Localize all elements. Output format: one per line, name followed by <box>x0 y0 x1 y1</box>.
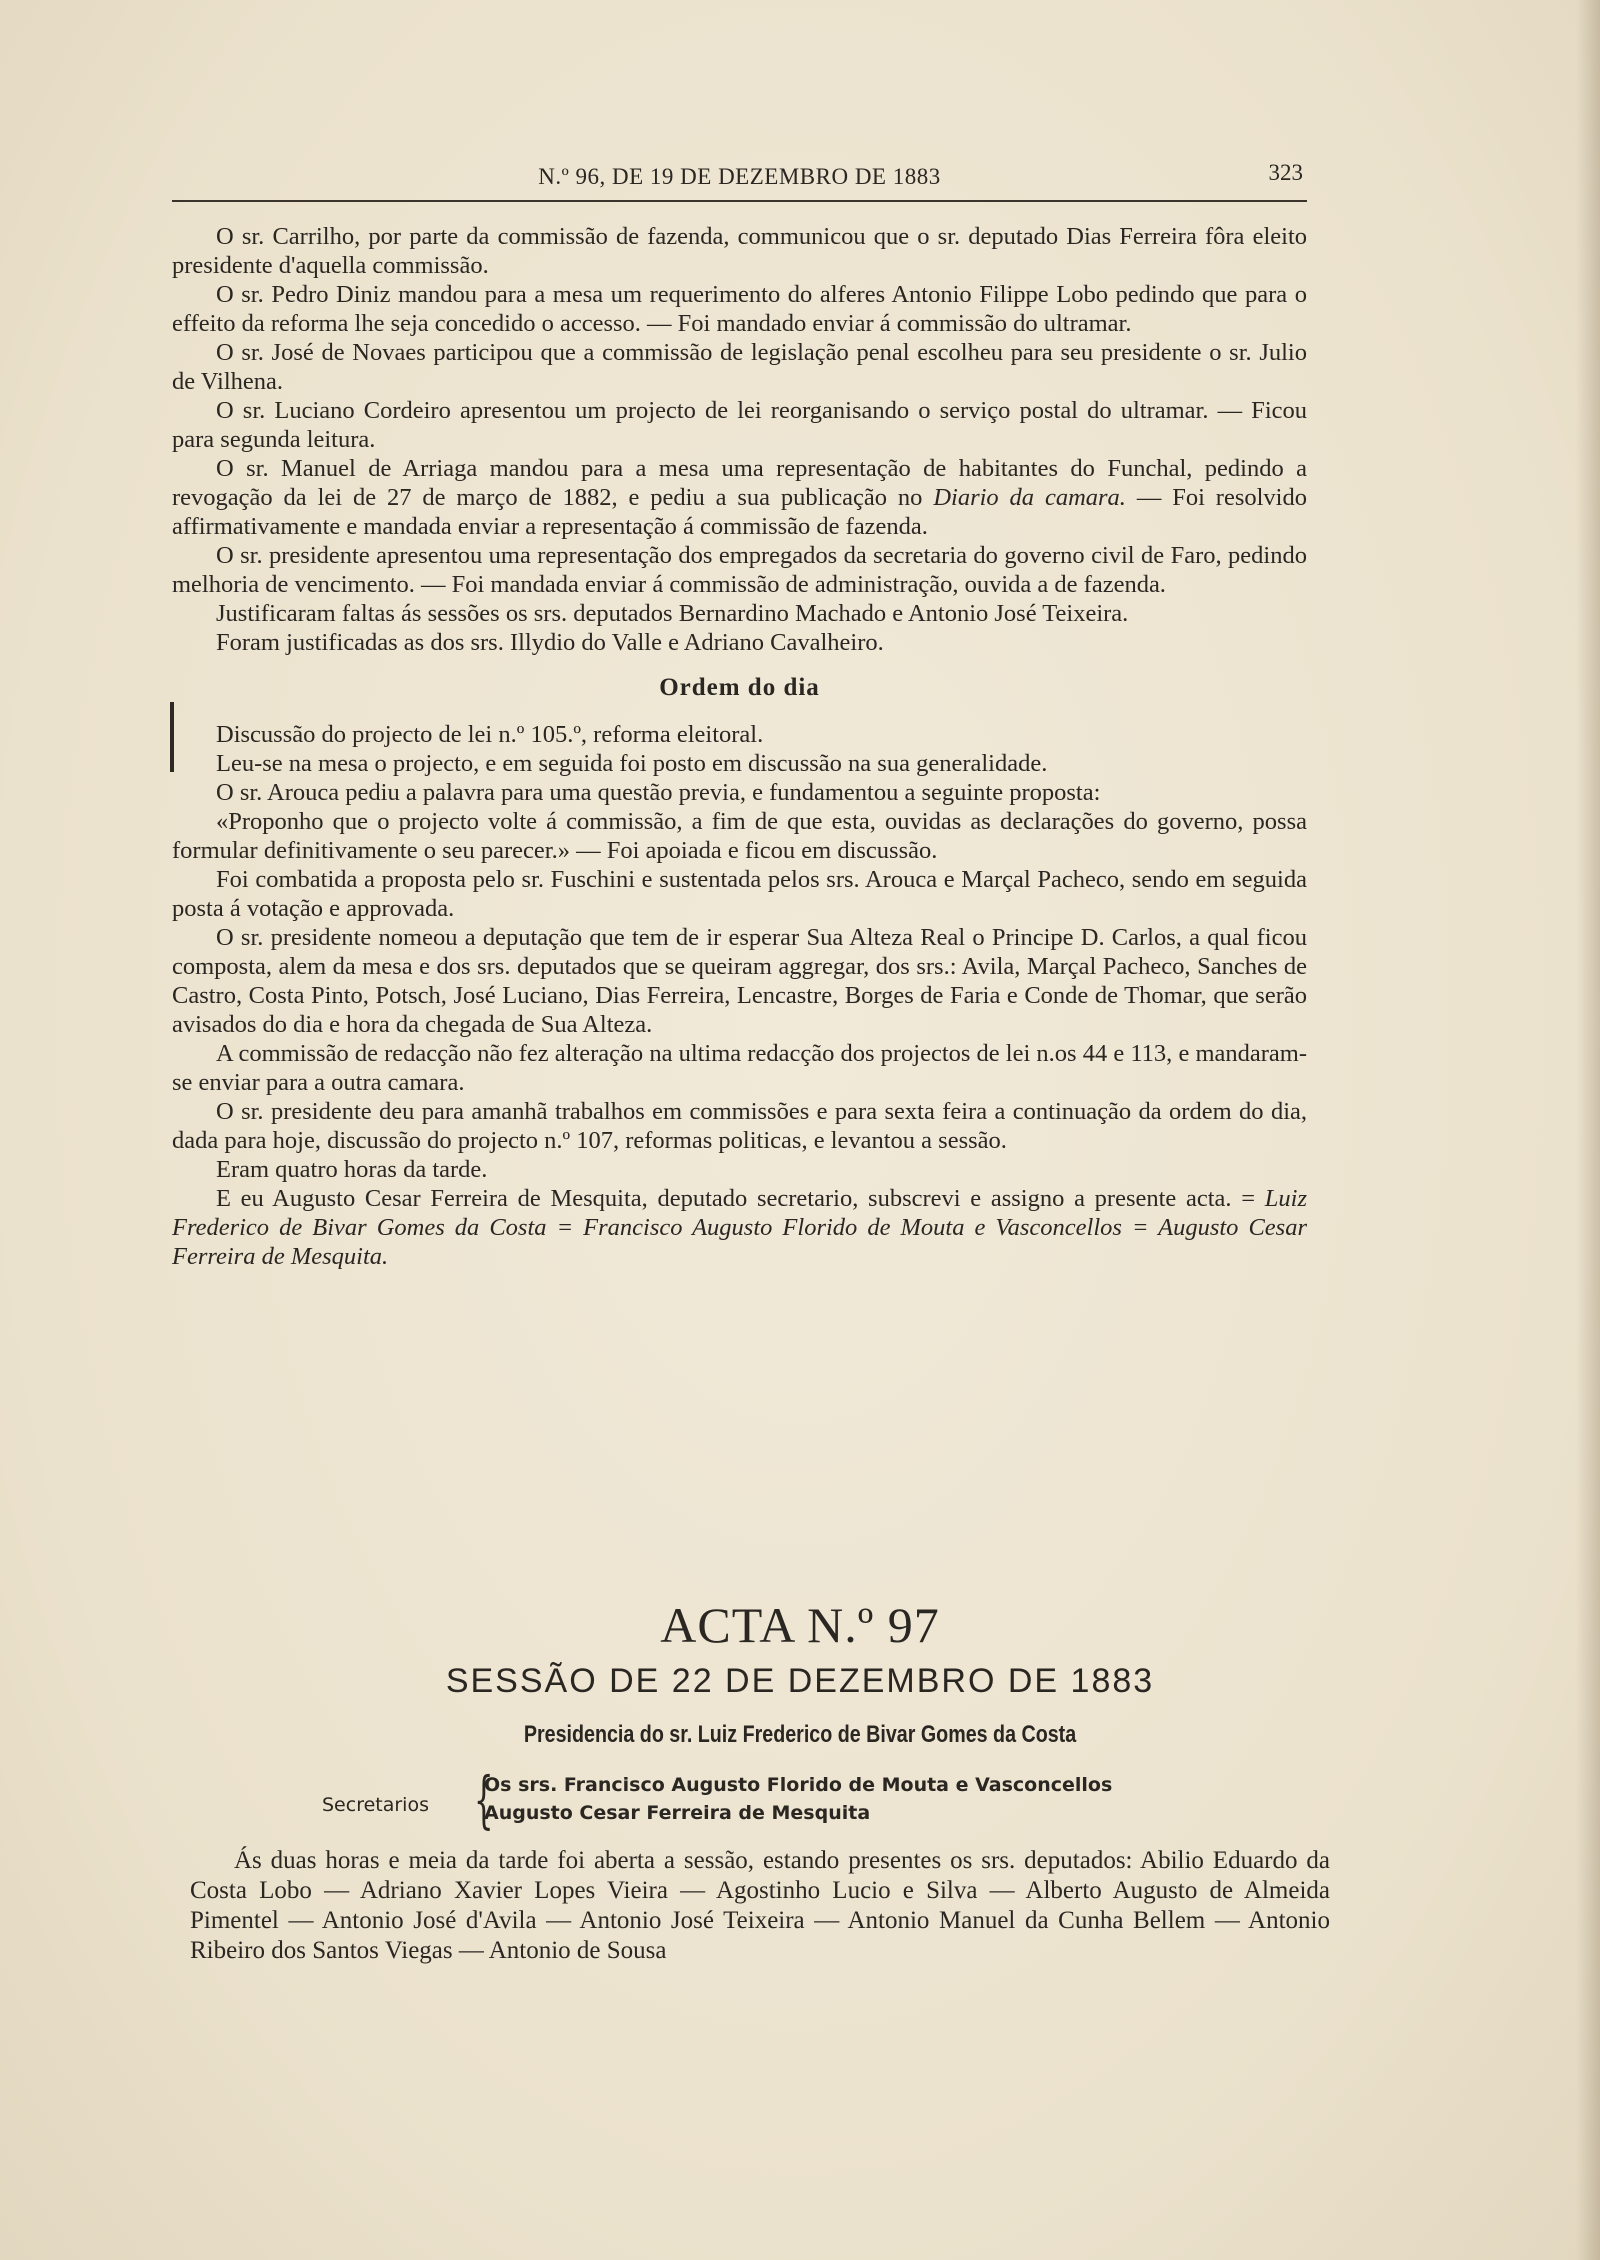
paragraph-arriaga <box>172 454 1307 541</box>
paragraph: Leu-se na mesa o projecto, e em seguida foi posto em discussão na sua generalidade. <box>216 750 1048 777</box>
text-run: — Foi resolvido affirmativamente e mandada enviar a representação á commissão de fazenda. <box>172 484 1307 540</box>
opening-paragraph-block <box>190 1846 1330 1966</box>
secretaries-label: Secretarios <box>322 1794 429 1816</box>
paragraph: O sr. presidente nomeou a deputação que tem de ir esperar Sua Alteza Real o Principe D. Carlos, a qual ficou composta, alem da mesa e dos srs. deputados que se queiram aggregar, dos srs.: Avila, Marçal Pacheco, Sanches de Castro, Costa Pinto, Potsch, José Luciano, Dias Ferreira, Lencastre, Borges de Faria e Conde de Thomar, que serão avisados do dia e hora da chegada de Sua Alteza. <box>172 924 1307 1038</box>
page-number: 323 <box>1268 160 1303 185</box>
italic-run: Luiz Frederico de Bivar Gomes da Costa = Francisco Augusto Florido de Mouta e Vasconcellos = Augusto Cesar Ferreira de Mesquita. <box>172 1185 1307 1270</box>
page-header <box>172 160 1307 202</box>
paragraph: Foram justificadas as dos srs. Illydio do Valle e Adriano Cavalheiro. <box>216 629 884 656</box>
text-run: E eu Augusto Cesar Ferreira de Mesquita, deputado secretario, subscrevi e assigno a presente acta. = <box>216 1185 1265 1212</box>
secretary-name: Os srs. Francisco Augusto Florido de Mouta e Vasconcellos <box>484 1774 1113 1796</box>
paragraph: O sr. Luciano Cordeiro apresentou um projecto de lei reorganisando o serviço postal do ultramar. — Ficou para segunda leitura. <box>172 397 1307 453</box>
paragraph: «Proponho que o projecto volte á commissão, a fim de que esta, ouvidas as declarações do governo, possa formular definitivamente o seu parecer.» — Foi apoiada e ficou em discussão. <box>172 808 1307 864</box>
paragraph: O sr. José de Novaes participou que a commissão de legislação penal escolheu para seu presidente o sr. Julio de Vilhena. <box>172 339 1307 395</box>
paragraph: O sr. Carrilho, por parte da commissão de fazenda, communicou que o sr. deputado Dias Ferreira fôra eleito presidente d'aquella commissão. <box>172 223 1307 279</box>
paragraph: Ás duas horas e meia da tarde foi aberta a sessão, estando presentes os srs. deputados: Abilio Eduardo da Costa Lobo — Adriano Xavier Lopes Vieira — Agostinho Lucio e Silva — Alberto Augusto de Almeida Pimentel — Antonio José d'Avila — Antonio José Teixeira — Antonio Manuel da Cunha Bellem — Antonio Ribeiro dos Santos Viegas — Antonio de Sousa <box>190 1847 1330 1964</box>
acta-title: ACTA N.º 97 <box>660 1597 940 1653</box>
paragraph: Discussão do projecto de lei n.º 105.º, reforma eleitoral. <box>216 721 764 748</box>
secretary-name: Augusto Cesar Ferreira de Mesquita <box>484 1802 871 1824</box>
presidency-line: Presidencia do sr. Luiz Frederico de Bivar Gomes da Costa <box>523 1721 1077 1748</box>
brace-icon: { <box>473 1763 494 1836</box>
header-title: N.º 96, DE 19 DE DEZEMBRO DE 1883 <box>538 164 941 189</box>
paragraph: O sr. presidente deu para amanhã trabalhos em commissões e para sexta feira a continuação da ordem do dia, dada para hoje, discussão do projecto n.º 107, reformas politicas, e levantou a sessão. <box>172 1098 1307 1154</box>
section-heading: Ordem do dia <box>659 674 820 701</box>
paragraph: A commissão de redacção não fez alteração na ultima redacção dos projectos de lei n.os 44 e 113, e mandaram-se enviar para a outra camara. <box>172 1040 1307 1096</box>
paragraph: Eram quatro horas da tarde. <box>216 1156 488 1183</box>
page-edge-shadow <box>1576 0 1600 2260</box>
paragraph: Foi combatida a proposta pelo sr. Fuschini e sustentada pelos srs. Arouca e Marçal Pacheco, sendo em seguida posta á votação e approvada. <box>172 866 1307 922</box>
paragraph: O sr. Pedro Diniz mandou para a mesa um requerimento do alferes Antonio Filippe Lobo pedindo que para o effeito da reforma lhe seja concedido o accesso. — Foi mandado enviar á commissão do ultramar. <box>172 281 1307 337</box>
text-run: O sr. Manuel de Arriaga mandou para a mesa uma representação de habitantes do Funchal, pedindo a revogação da lei de 27 de março de 1882, e pediu a sua publicação no <box>172 455 1307 511</box>
secretaries-block <box>322 1763 1222 1838</box>
paragraph: O sr. Arouca pediu a palavra para uma questão previa, e fundamentou a seguinte proposta: <box>216 779 1101 806</box>
paragraph: O sr. presidente apresentou uma representação dos empregados da secretaria do governo civil de Faro, pedindo melhoria de vencimento. — Foi mandada enviar á commissão de administração, ouvida a de fazenda. <box>172 542 1307 598</box>
acta-session: SESSÃO DE 22 DE DEZEMBRO DE 1883 <box>445 1662 1155 1700</box>
italic-run: Diario da camara. <box>933 484 1126 511</box>
signature-paragraph <box>172 1184 1307 1271</box>
paragraph: Justificaram faltas ás sessões os srs. deputados Bernardino Machado e Antonio José Teixeira. <box>216 600 1129 627</box>
minutes-body <box>172 222 1307 1271</box>
